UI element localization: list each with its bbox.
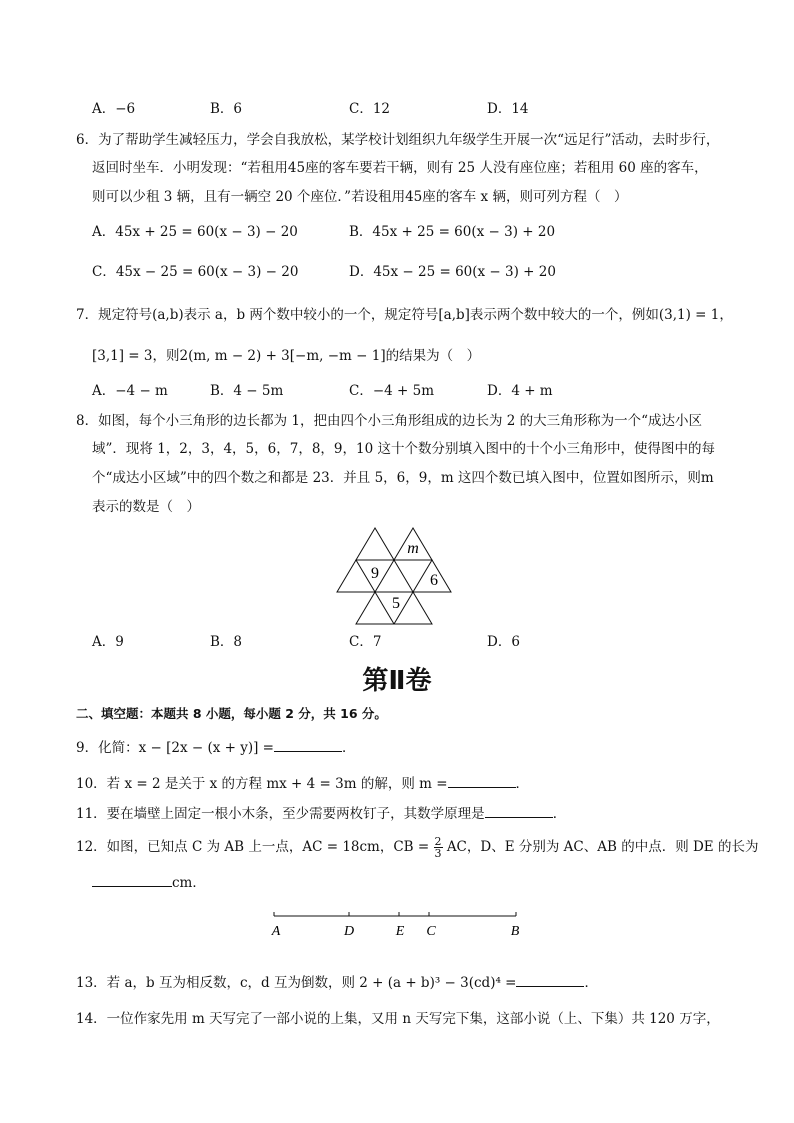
q11-text: 11．要在墙壁上固定一根小木条，至少需要两枚钉子，其数学原理是 [76,806,485,822]
q9-end: ． [342,740,356,756]
q6-option-d: D．45x − 25 = 60(x − 3) + 20 [349,264,556,280]
label-m: m [407,540,419,557]
q12-unit: cm． [172,875,206,891]
q8-option-d: D．6 [487,634,520,650]
q13-end: ． [584,975,598,991]
q6-option-b: B．45x + 25 = 60(x − 3) + 20 [349,224,556,240]
q5-option-b: B．6 [210,101,243,117]
q11 [76,803,566,824]
section-2-heading: 二、填空题：本题共 8 小题，每小题 2 分，共 16 分。 [76,706,387,721]
q8-option-c: C．7 [349,634,382,650]
q5-option-a: A．−6 [92,101,136,117]
q8-line-4: 表示的数是（ ） [92,499,200,515]
q10-answer-blank[interactable] [448,773,516,788]
part-2-title: 第Ⅱ卷 [362,666,432,696]
point-e-label: E [395,924,405,939]
q12-answer-blank[interactable] [92,872,172,887]
triangle-cell [337,560,375,592]
q6-line-2: 返回时坐车．小明发现：“若租用45座的客车要若干辆，则有 25 人没有座位座；若租用 60 座的客车， [92,160,708,176]
segment-figure [265,906,530,942]
q12-frac-den: 3 [434,847,442,860]
q12-line-1 [76,836,758,859]
q8-line-1: 8．如图，每个小三角形的边长都为 1，把由四个小三角形组成的边长为 2 的大三角形称为一个“成达小区 [76,413,703,429]
q10-end: ． [515,776,530,792]
q7-line-2: [3,1] = 3，则2(m, m − 2) + 3[−m, −m − 1]的结果为（ ） [92,348,481,364]
point-a-label: A [271,924,281,939]
point-d-label: D [343,924,355,939]
q9 [76,737,356,758]
label-5: 5 [392,595,400,612]
q9-text: 9．化简：x − [2x − (x + y)] = [76,740,274,756]
q12-text-a: 12．如图，已知点 C 为 AB 上一点，AC = 18cm，CB = [76,839,430,855]
q9-answer-blank[interactable] [274,737,342,752]
q6-line-1: 6．为了帮助学生减轻压力，学会自我放松，某学校计划组织九年级学生开展一次“远足行”活动，去时步行， [76,132,720,148]
q6-option-c: C．45x − 25 = 60(x − 3) − 20 [92,264,299,280]
q11-answer-blank[interactable] [485,803,553,818]
q14-line-1: 14．一位作家先用 m 天写完了一部小说的上集，又用 n 天写完下集，这部小说（上、下集）共 120 万字， [76,1011,720,1027]
q12-frac-num: 2 [434,835,442,848]
q6-line-3: 则可以少租 3 辆，且有一辆空 20 个座位．”若设租用45座的客车 x 辆，则可列方程（ ） [92,189,628,205]
q7-option-d: D．4 + m [487,383,553,399]
q8-line-3: 个“成达小区域”中的四个数之和都是 23．并且 5，6，9，m 这四个数已填入图中，位置如图所示，则m [92,470,714,486]
q10-text: 10．若 x = 2 是关于 x 的方程 mx + 4 = 3m 的解，则 m = [76,776,448,792]
q13 [76,972,598,993]
q7-option-c: C．−4 + 5m [349,383,435,399]
q7-line-1: 7．规定符号(a,b)表示 a，b 两个数中较小的一个，规定符号[a,b]表示两个数中较大的一个，例如(3,1) = 1， [76,307,733,323]
label-6: 6 [430,572,438,589]
q10 [76,773,529,794]
q8-line-2: 域”．现将 1，2，3，4，5，6，7，8，9，10 这十个数分别填入图中的十个小三角形中，使得图中的每 [92,441,715,457]
point-b-label: B [510,924,520,939]
q11-end: ． [552,806,567,822]
q12-text-b: AC，D、E 分别为 AC、AB 的中点．则 DE 的长为 [446,839,759,855]
point-c-label: C [426,924,436,939]
q8-option-b: B．8 [210,634,243,650]
q13-text: 13．若 a，b 互为相反数，c，d 互为倒数，则 2 + (a + b)³ − 3(cd)⁴ = [76,975,517,991]
q12-line-2 [92,872,206,893]
q5-option-d: D．14 [487,101,529,117]
q6-option-a: A．45x + 25 = 60(x − 3) − 20 [92,224,298,240]
q7-option-b: B．4 − 5m [210,383,284,399]
triangle-cell [356,528,394,560]
q13-answer-blank[interactable] [516,972,584,987]
q5-option-c: C．12 [349,101,391,117]
q8-option-a: A．9 [92,634,124,650]
label-9: 9 [371,565,379,582]
triangle-region-figure [335,526,465,626]
q12-fraction [434,836,443,859]
q7-option-a: A．−4 − m [92,383,168,399]
triangle-cell [375,560,413,592]
triangle-cell [356,592,394,624]
